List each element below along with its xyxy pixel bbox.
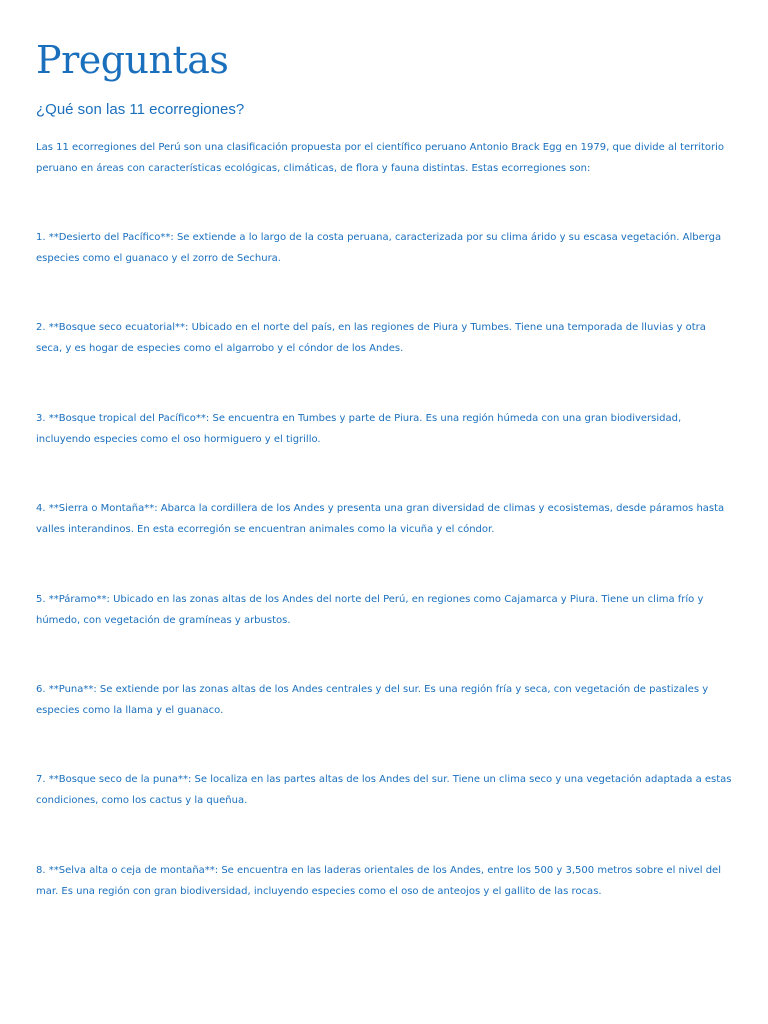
ecoregion-item-8: 8. **Selva alta o ceja de montaña**: Se encuentra en las laderas orientales de los Andes, entre los 500 y 3,500 metros sobre el nivel del mar. Es una región con gran biodiversidad, incluyendo especies como el oso de anteojos y el gallito de las rocas.	[36, 865, 721, 897]
ecoregion-item-6: 6. **Puna**: Se extiende por las zonas altas de los Andes centrales y del sur. Es una región fría y seca, con vegetación de pastizales y especies como la llama y el guanaco.	[36, 684, 709, 716]
ecoregion-item-7: 7. **Bosque seco de la puna**: Se localiza en las partes altas de los Andes del sur. Tiene un clima seco y una vegetación adaptada a estas condiciones, como los cactus y la queñua.	[36, 774, 732, 806]
ecoregion-item-2: 2. **Bosque seco ecuatorial**: Ubicado en el norte del país, en las regiones de Piura y Tumbes. Tiene una temporada de lluvias y otra seca, y es hogar de especies como el algarrobo y el cóndor de los Andes.	[36, 322, 706, 354]
intro-paragraph: Las 11 ecorregiones del Perú son una clasificación propuesta por el científico peruano Antonio Brack Egg en 1979, que divide al territorio peruano en áreas con características ecológicas, climáticas, de flora y fauna distintas. Estas ecorregiones son:	[36, 142, 725, 174]
page-title: Preguntas	[36, 38, 229, 82]
question-heading: ¿Qué son las 11 ecorregiones?	[36, 101, 245, 118]
ecoregion-item-3: 3. **Bosque tropical del Pacífico**: Se encuentra en Tumbes y parte de Piura. Es una región húmeda con una gran biodiversidad, incluyendo especies como el oso hormiguero y el tigrillo.	[36, 413, 682, 445]
ecoregion-item-1: 1. **Desierto del Pacífico**: Se extiende a lo largo de la costa peruana, caracterizada por su clima árido y su escasa vegetación. Alberga especies como el guanaco y el zorro de Sechura.	[36, 232, 722, 264]
ecoregion-item-4: 4. **Sierra o Montaña**: Abarca la cordillera de los Andes y presenta una gran diversidad de climas y ecosistemas, desde páramos hasta valles interandinos. En esta ecorregión se encuentran animales como la vicuña y el cóndor.	[36, 503, 725, 535]
ecoregion-item-5: 5. **Páramo**: Ubicado en las zonas altas de los Andes del norte del Perú, en regiones como Cajamarca y Piura. Tiene un clima frío y húmedo, con vegetación de gramíneas y arbustos.	[36, 594, 704, 626]
